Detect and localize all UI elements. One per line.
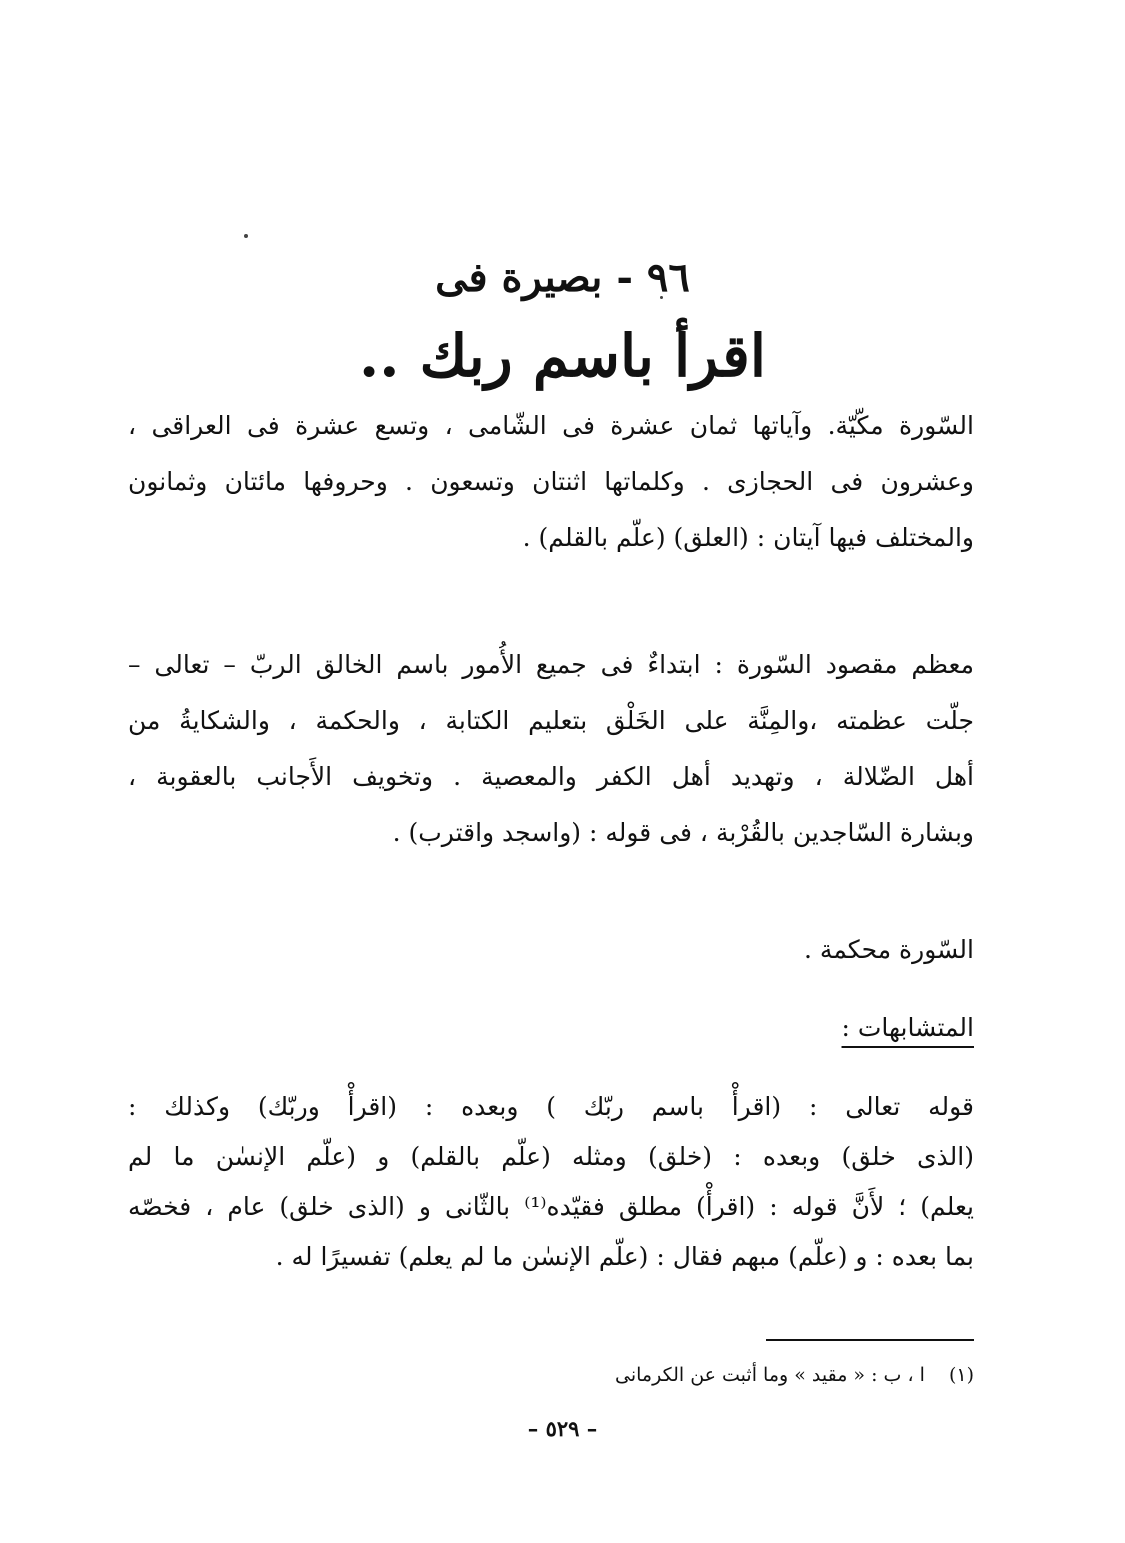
purpose-line: جلّت عظمته ،والمِنَّة على الخَلْق بتعليم الكتابة ، والحكمة ، والشكايةُ من [128, 706, 974, 735]
chapter-title: اقرأ باسم ربك .. [359, 322, 766, 390]
purpose-line: أهل الضّلالة ، وتهديد أهل الكفر والمعصية . وتخويف الأَجانب بالعقوبة ، [128, 762, 974, 791]
mutashabihat-line: بما بعده : و (علّم) مبهم فقال : (علّم الإنسٰن ما لم يعلم) تفسيرًا له . [275, 1242, 974, 1271]
print-speck [244, 234, 248, 238]
mutashabihat-heading: المتشابهات : [841, 1013, 974, 1042]
mutashabihat-paragraph [128, 1082, 974, 1282]
mutashabihat-line: يعلم) ؛ لأَنَّ قوله : (اقرأْ) مطلق فقيّده⁽¹⁾ بالثّانى و (الذى خلق) عام ، فخصّه [128, 1192, 974, 1221]
footnote-number: (١) [948, 1364, 974, 1386]
intro-line: السّورة مكّيّة. وآياتها ثمان عشرة فى الشّامى ، وتسع عشرة فى العراقى ، [128, 411, 974, 440]
footnote-divider [766, 1339, 974, 1341]
page-number: – ٥٢٩ – [527, 1416, 598, 1441]
mutashabihat-line: قوله تعالى : (اقرأْ باسم ربّك ) وبعده : (اقرأْ وربّك) وكذلك : [128, 1092, 974, 1121]
footnote-text: ا ، ب : « مقيد » وما أثبت عن الكرمانى [615, 1364, 925, 1386]
intro-paragraph [128, 398, 974, 566]
intro-line: والمختلف فيها آيتان : (العلق) (علّم بالقلم) . [522, 523, 974, 552]
surah-status: السّورة محكمة . [804, 935, 974, 964]
footnote [615, 1360, 974, 1390]
purpose-line: معظم مقصود السّورة : ابتداءٌ فى جميع الأُمور باسم الخالق الربّ – تعالى – [128, 650, 974, 679]
intro-line: وعشرون فى الحجازى . وكلماتها اثنتان وتسعون . وحروفها مائتان وثمانون [128, 467, 974, 496]
purpose-paragraph [128, 637, 974, 861]
chapter-number-title: ٩٦ - بصيرة فى [435, 254, 690, 301]
purpose-line: وبشارة السّاجدين بالقُرْبة ، فى قوله : (واسجد واقترب) . [392, 818, 974, 847]
mutashabihat-line: (الذى خلق) وبعده : (خلق) ومثله (علّم بالقلم) و (علّم الإنسٰن ما لم [128, 1142, 974, 1171]
